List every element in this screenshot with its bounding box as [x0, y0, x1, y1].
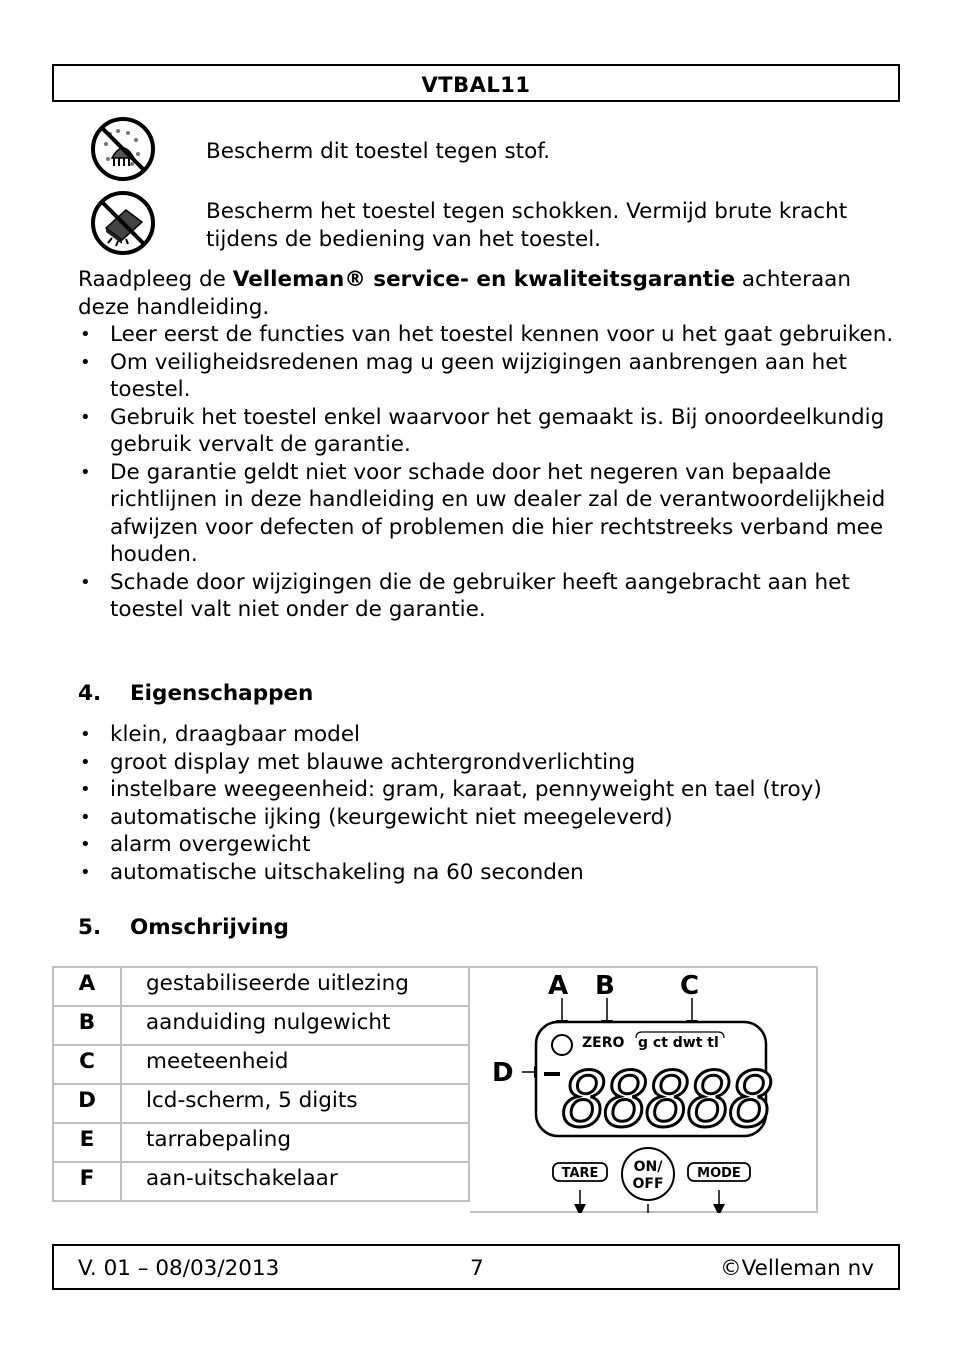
- lcd-digits: 88888: [562, 1055, 771, 1144]
- tare-label: TARE: [561, 1166, 599, 1181]
- table-row: [53, 1006, 469, 1045]
- guarantee-prefix: Raadpleeg de: [78, 267, 233, 292]
- page-footer: [52, 1244, 900, 1290]
- callout-d: D: [492, 1058, 514, 1088]
- callout-a: A: [548, 971, 569, 1001]
- row-value: tarrabepaling: [121, 1123, 469, 1162]
- list-item: • automatische uitschakeling na 60 seconden: [78, 859, 898, 887]
- callout-b: B: [595, 971, 615, 1001]
- section-title: Eigenschappen: [130, 681, 314, 706]
- section-number: 4.: [78, 681, 102, 706]
- guarantee-paragraph: [78, 266, 898, 321]
- table-row: [53, 1084, 469, 1123]
- list-item: • klein, draagbaar model: [78, 721, 898, 749]
- list-item: • Om veiligheidsredenen mag u geen wijzigingen aanbrengen aan het toestel.: [78, 349, 898, 404]
- section-heading-features: [78, 680, 313, 708]
- footer-version: V. 01 – 08/03/2013: [78, 1256, 280, 1281]
- table-row: [53, 1162, 469, 1201]
- row-key: A: [53, 967, 121, 1006]
- guarantee-suffix: achteraan deze handleiding.: [78, 267, 851, 320]
- list-item: • groot display met blauwe achtergrondverlichting: [78, 749, 898, 777]
- section-heading-description: [78, 914, 289, 942]
- list-item: • automatische ijking (keurgewicht niet meegeleverd): [78, 804, 898, 832]
- description-table: [52, 966, 470, 1202]
- row-value: gestabiliseerde uitlezing: [121, 967, 469, 1006]
- zero-indicator: ZERO: [582, 1035, 625, 1051]
- unit-indicators: g ct dwt tl: [638, 1035, 719, 1051]
- no-dust-icon: [88, 114, 158, 184]
- document-header: VTBAL11: [52, 64, 900, 102]
- table-row: [53, 1045, 469, 1084]
- row-key: C: [53, 1045, 121, 1084]
- warning-dust-text: Bescherm dit toestel tegen stof.: [206, 139, 551, 164]
- callout-c: C: [680, 971, 700, 1001]
- row-key: D: [53, 1084, 121, 1123]
- stable-indicator-icon: [552, 1035, 572, 1055]
- features-list: [78, 721, 898, 886]
- row-value: meeteenheid: [121, 1045, 469, 1084]
- scale-display-svg: [470, 968, 816, 1213]
- warning-shock-text: Bescherm het toestel tegen schokken. Vermijd brute kracht tijdens de bediening van het toestel.: [206, 199, 848, 252]
- off-label: OFF: [632, 1176, 664, 1192]
- mode-label: MODE: [697, 1166, 741, 1181]
- row-key: E: [53, 1123, 121, 1162]
- row-value: aanduiding nulgewicht: [121, 1006, 469, 1045]
- list-item: • Gebruik het toestel enkel waarvoor het gemaakt is. Bij onoordeelkundig gebruik vervalt de garantie.: [78, 404, 898, 459]
- table-row: [53, 967, 469, 1006]
- safety-list: [78, 321, 898, 624]
- table-row: [53, 1123, 469, 1162]
- row-value: aan-uitschakelaar: [121, 1162, 469, 1201]
- page-number: 7: [470, 1256, 484, 1281]
- list-item: • alarm overgewicht: [78, 831, 898, 859]
- list-item: • Schade door wijzigingen die de gebruiker heeft aangebracht aan het toestel valt niet onder de garantie.: [78, 569, 898, 624]
- list-item: • instelbare weegeenheid: gram, karaat, pennyweight en tael (troy): [78, 776, 898, 804]
- on-label: ON/: [633, 1159, 663, 1175]
- guarantee-bold: Velleman® service- en kwaliteitsgarantie: [232, 267, 736, 292]
- scale-display-diagram: [470, 966, 818, 1213]
- list-item: • De garantie geldt niet voor schade door het negeren van bepaalde richtlijnen in deze handleiding en uw dealer zal de verantwoordelijkheid afwijzen voor defecten of problemen die hier rechtstreeks verband mee houden.: [78, 459, 898, 569]
- no-shock-icon: [88, 188, 158, 258]
- section-number: 5.: [78, 915, 102, 940]
- row-key: F: [53, 1162, 121, 1201]
- row-value: lcd-scherm, 5 digits: [121, 1084, 469, 1123]
- footer-copyright: ©Velleman nv: [720, 1256, 874, 1281]
- section-title: Omschrijving: [130, 915, 289, 940]
- row-key: B: [53, 1006, 121, 1045]
- list-item: • Leer eerst de functies van het toestel kennen voor u het gaat gebruiken.: [78, 321, 898, 349]
